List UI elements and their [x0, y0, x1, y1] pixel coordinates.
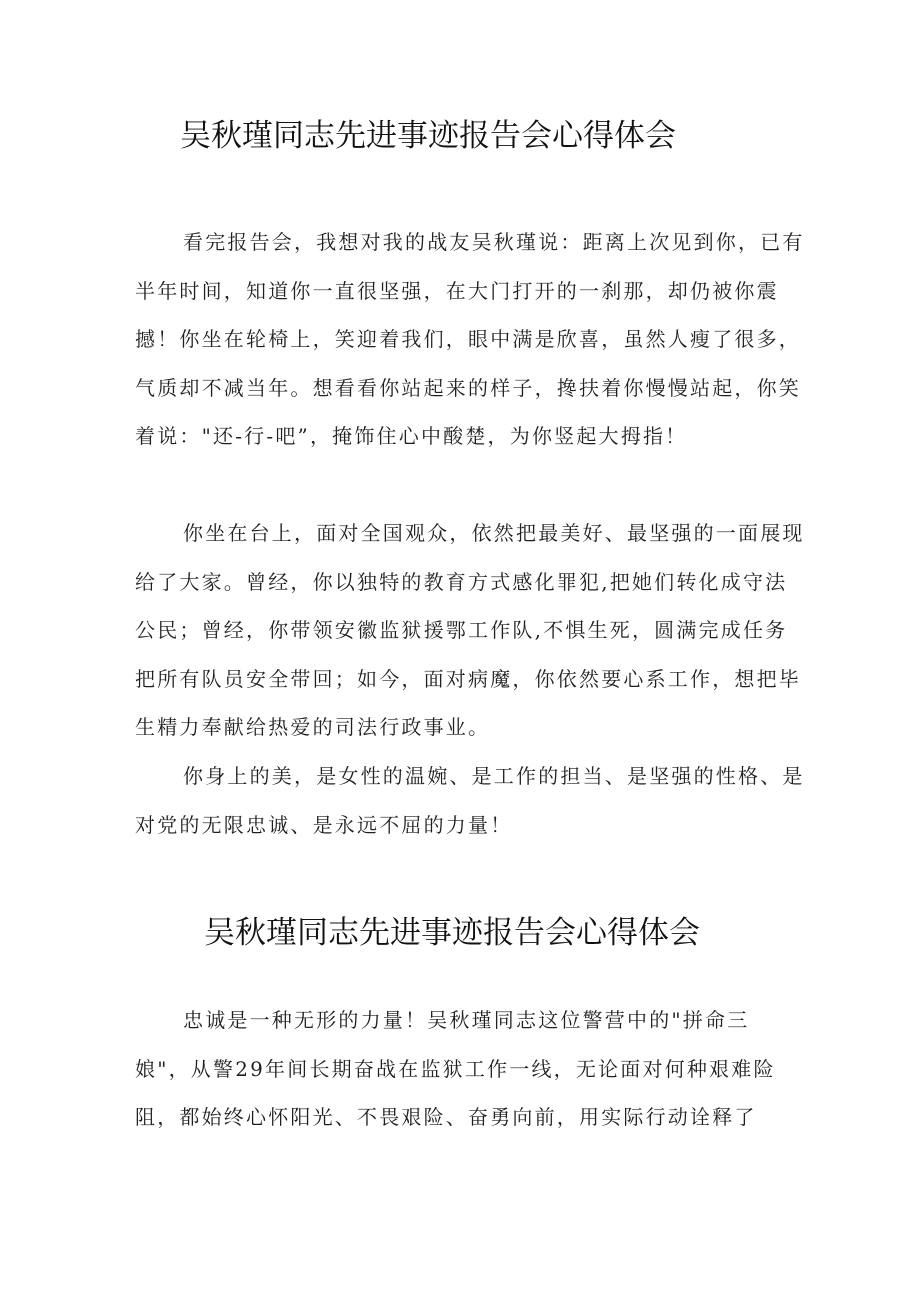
paragraph: 忠诚是一种无形的力量！吴秋瑾同志这位警营中的"拼命三娘"，从警29年间长期奋战在监狱工作一线，无论面对何种艰难险阻，都始终心怀阳光、不畏艰险、奋勇向前，用实际行动诠释了	[135, 1008, 776, 1129]
paragraph: 看完报告会，我想对我的战友吴秋瑾说：距离上次见到你，已有半年时间，知道你一直很坚强，在大门打开的一刹那，却仍被你震撼！你坐在轮椅上，笑迎着我们，眼中满是欣喜，虽然人瘦了很多，气质却不减当年。想看看你站起来的样子，搀扶着你慢慢站起，你笑着说："还-行-吧”，掩饰住心中酸楚，为你竖起大拇指！	[135, 230, 805, 448]
document-title: 吴秋瑾同志先进事迹报告会心得体会	[204, 915, 700, 951]
paragraph: 你坐在台上，面对全国观众，依然把最美好、最坚强的一面展现给了大家。曾经，你以独特的教育方式感化罪犯,把她们转化成守法公民；曾经，你带领安徽监狱援鄂工作队,不惧生死，圆满完成任务把所有队员安全带回；如今，面对病魔，你依然要心系工作，想把毕生精力奉献给热爱的司法行政事业。	[135, 521, 805, 739]
paragraph: 你身上的美，是女性的温婉、是工作的担当、是坚强的性格、是对党的无限忠诚、是永远不屈的力量！	[135, 764, 805, 837]
document-title: 吴秋瑾同志先进事迹报告会心得体会	[180, 118, 676, 154]
